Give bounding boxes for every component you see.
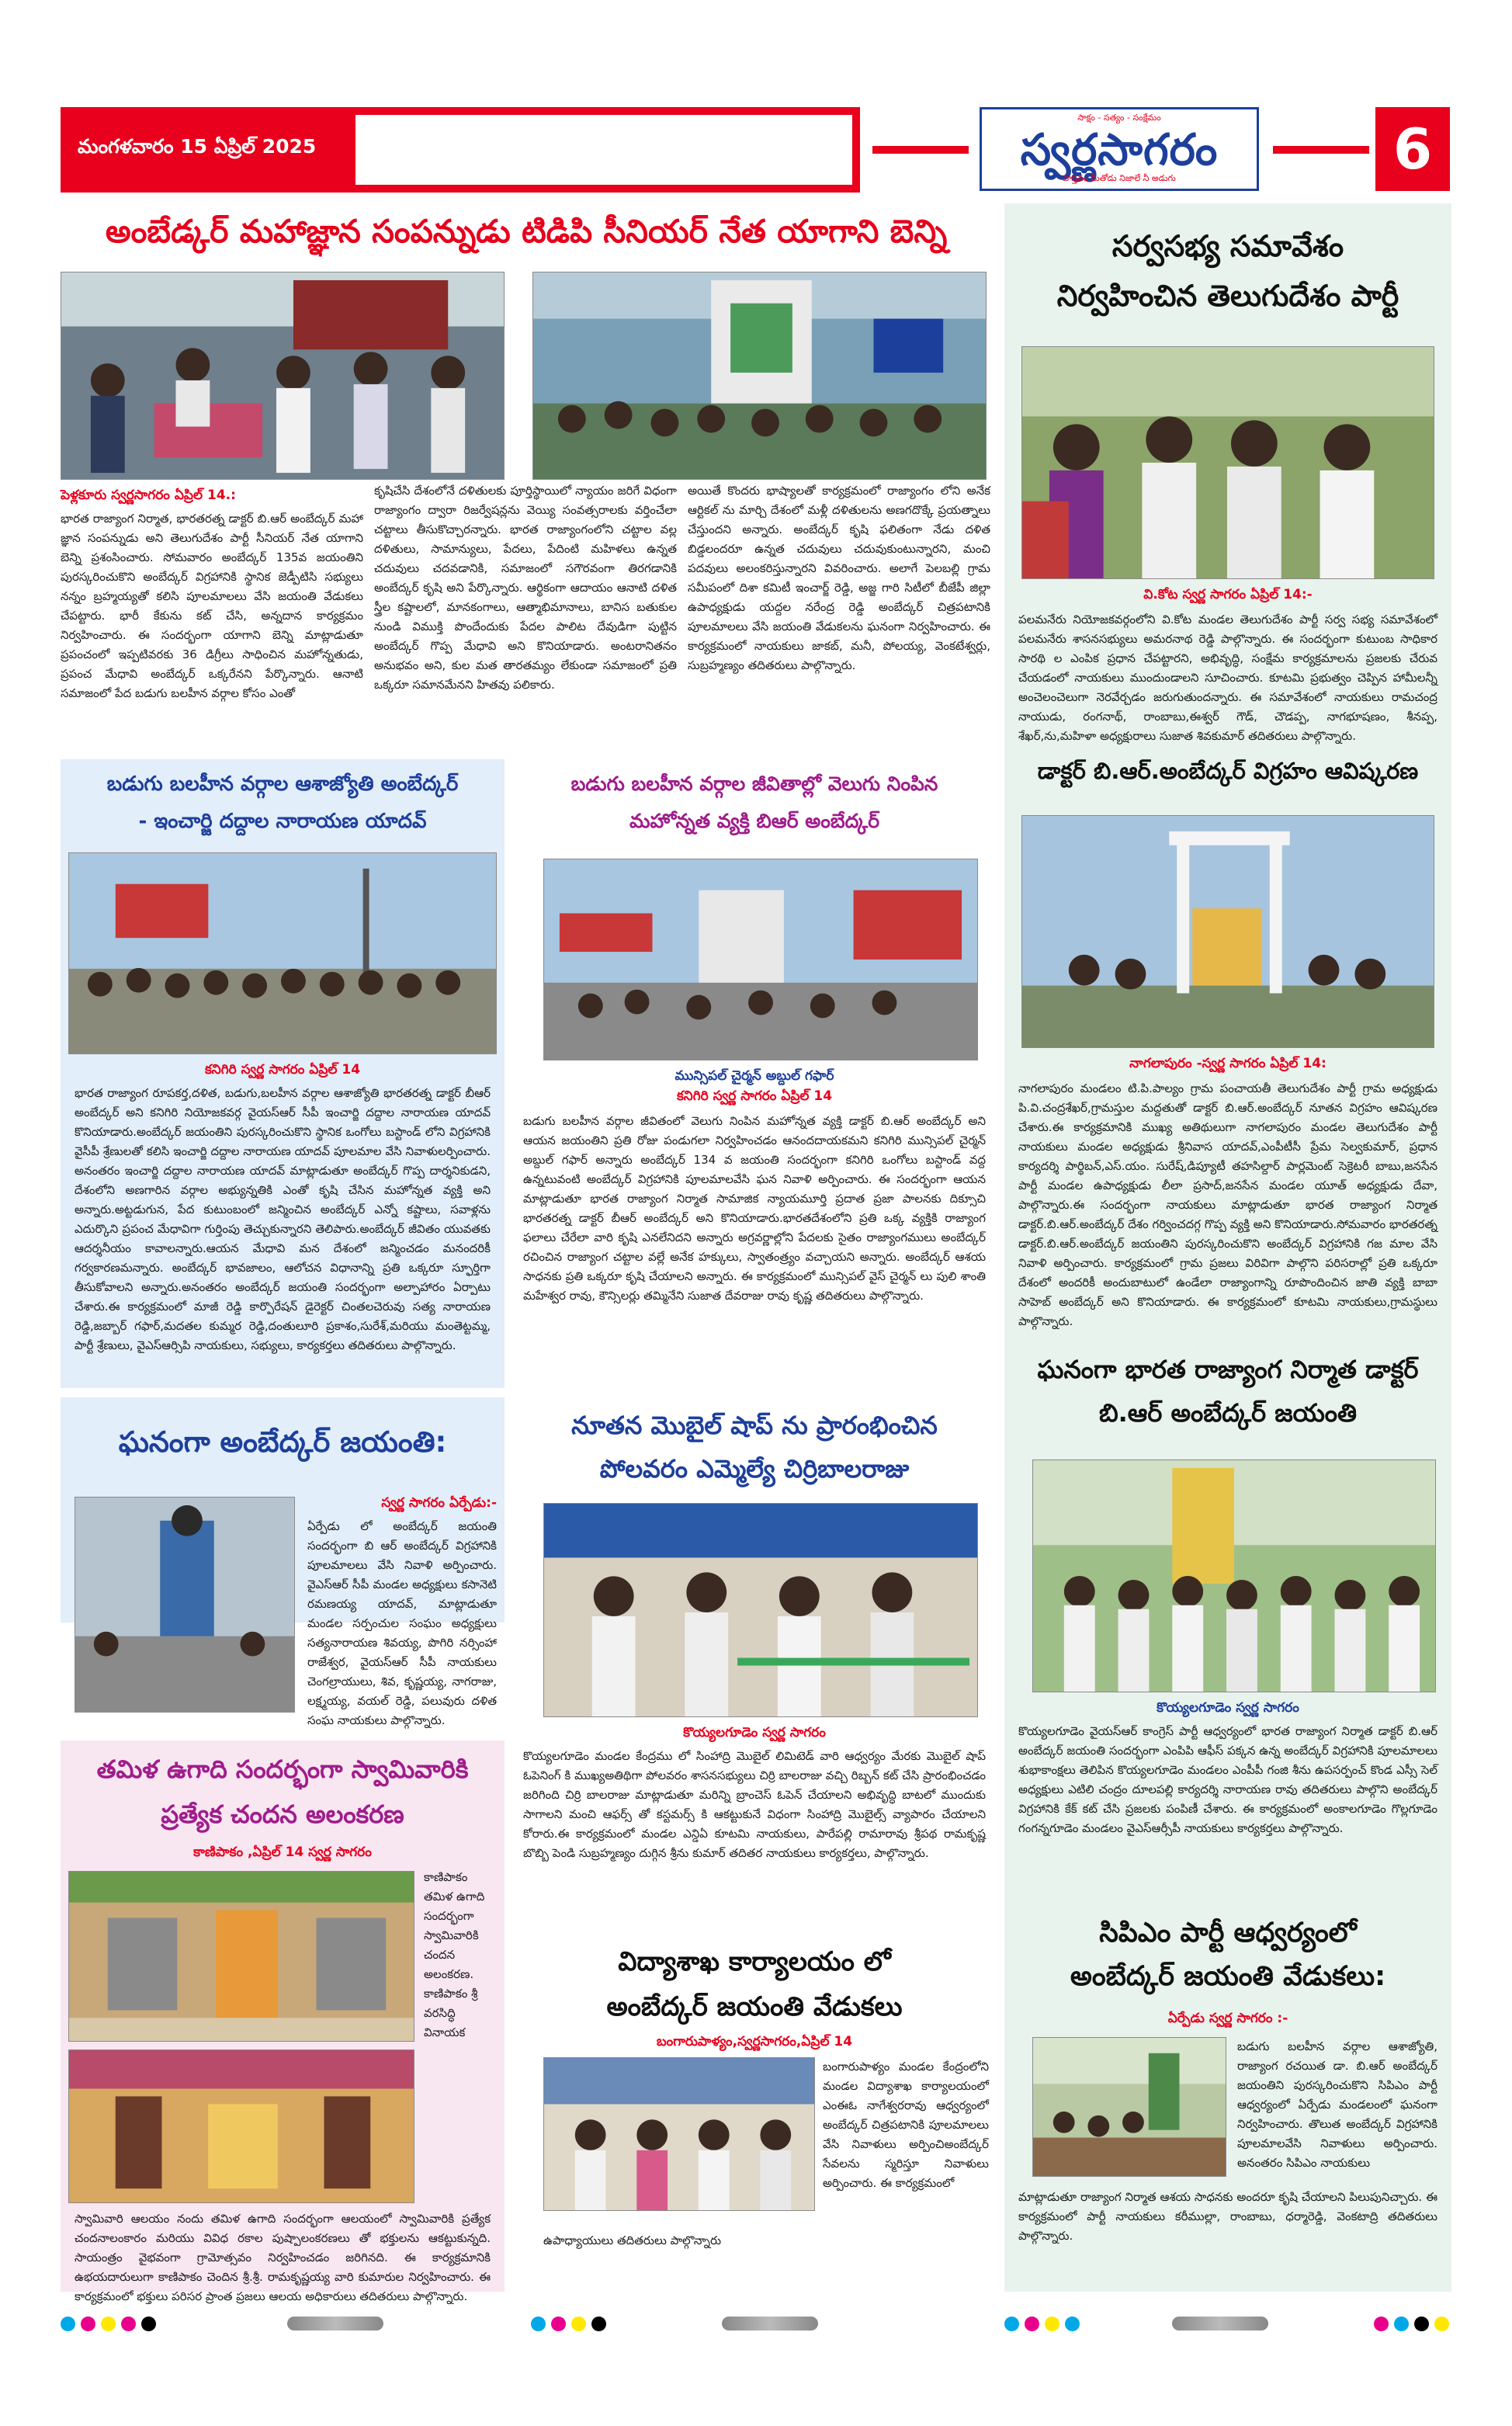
mid-center-headline	[515, 765, 994, 840]
top-story-headline: అంబేడ్కర్ మహాజ్ఞాన సంపన్నుడు టిడిపి సీనియర్ నేత యాగాని బెన్ని	[105, 213, 948, 250]
logo-title: స్వర్ణసాగరం	[1020, 125, 1219, 175]
mid-center-photo	[543, 859, 978, 1060]
page-number: 6	[1375, 107, 1450, 191]
ugadi-photo-2	[68, 2049, 414, 2203]
jayanthi-left-dateline: స్వర్ణ సాగరం ఏర్పేడు:-	[381, 1495, 497, 1511]
mid-center-dateline: కనిగిరి స్వర్ణ సాగరం ఏప్రిల్ 14	[676, 1088, 833, 1104]
reg-dot-cyan-5	[1394, 2317, 1409, 2331]
top-story-dateline: పెళ్లకూరు స్వర్ణసాగరం ఏప్రిల్ 14.:	[61, 488, 236, 503]
right-bottom-headline	[1004, 1911, 1451, 1998]
right-top-headline	[1004, 221, 1451, 321]
date-bar-frame	[355, 107, 860, 193]
reg-dot-black-3	[1414, 2317, 1429, 2331]
mid-left-headline	[61, 765, 505, 840]
ugadi-side-text: కాణిపాకం తమిళ ఉగాది సందర్భంగా స్వామివారికి చందన అలంకరణ. కాణిపాకం శ్రీ వరసిద్ధి వినాయక	[424, 1870, 485, 2039]
ugadi-dateline: కాణిపాకం ,ఏప్రిల్ 14 స్వర్ణ సాగరం	[193, 1845, 372, 1860]
education-side-text: బంగారుపాళ్యం మండల కేంద్రంలోని మండల విద్యాశాఖ కార్యాలయంలో ఎంఈఓ నాగేశ్వరరావు ఆధ్వర్యంలో అంబేద్కర్ చిత్రపటానికి పూలమాలలు వేసి నివాళులు అర్పించిఅంబేద్కర్ సేవలను స్మరిస్తూ నివాళులు అర్పించారు. ఈ కార్యక్రమంలో	[823, 2060, 989, 2190]
education-headline-line-2: అంబేద్కర్ జయంతి వేడుకలు	[606, 1991, 903, 2022]
reg-dot-cyan-2	[531, 2317, 546, 2331]
education-body: ఉపాధ్యాయులు తదితరులు పాల్గొన్నారు	[543, 2233, 722, 2247]
jayanthi-left-headline: ఘనంగా అంబేద్కర్ జయంతి:	[118, 1425, 447, 1459]
mobile-shop-dateline: కొయ్యలగూడెం స్వర్ణ సాగరం	[683, 1725, 826, 1741]
mobile-shop-photo	[543, 1503, 978, 1717]
education-photo	[543, 2057, 815, 2211]
right-low-headline	[1004, 1348, 1451, 1435]
date-bar	[61, 107, 860, 193]
mid-center-headline-line-1: బడుగు బలహీన వర్గాల జీవితాల్లో వెలుగు నింపిన	[570, 772, 938, 795]
newspaper-logo	[980, 107, 1259, 191]
ugadi-headline-line-1: తమిళ ఉగాది సందర్భంగా స్వామివారికి	[96, 1754, 469, 1784]
reg-dot-magenta-4	[1025, 2317, 1039, 2331]
top-story-column-1: భారత రాజ్యాంగ నిర్మాత, భారతరత్న డాక్టర్ బి.ఆర్ అంబేద్కర్ మహా జ్ఞాన సంపన్నుడు అని తెలుగుదేశం పార్టీ సీనియర్ నేత యాగాని బెన్ని ప్రశంసించారు. సోమవారం అంబేద్కర్ 135వ జయంతిని పురస్కరించుకొని అంబేద్కర్ విగ్రహానికి స్థానిక జెడ్పీటిసి సభ్యులు నన్నం బ్రహ్మయ్యతో కలిసి పూలమాలలు వేసి జయంతి వేడుకలు చేపట్టారు. భారీ కేకును కట్ చేసి, అన్నదాన కార్యక్రమం నిర్వహించారు. ఈ సందర్భంగా యాగాని బెన్ని మాట్లాడుతూ ప్రపంచంలో ఇప్పటివరకు 36 డిగ్రీలు సాధించిన మహోన్నతుడు, ప్రపంచ మేధావి అంబేద్కర్ ఒక్కరేనని పేర్కొన్నారు. ఆనాటి సమాజంలో పేద బడుగు బలహీన వర్గాల కోసం ఎంతో	[61, 512, 363, 700]
right-bottom-side-text: బడుగు బలహీన వర్గాల ఆశాజ్యోతి, రాజ్యాంగ రచయిత డా. బి.ఆర్ అంబేద్కర్ జయంతిని పురస్కరించుకొని సిపిఎం పార్టీ ఆధ్వర్యంలో ఏర్పేడు మండలంలో ఘనంగా నిర్వహించారు. తొలుత అంబేద్కర్ విగ్రహానికి పూలమాలవేసి నివాళులు అర్పించారు. అనంతరం సిపిఎం నాయకులు	[1237, 2039, 1437, 2170]
right-bottom-headline-line-2: అంబేద్కర్ జయంతి వేడుకలు:	[1070, 1961, 1386, 1992]
right-low-photo	[1032, 1459, 1436, 1692]
ugadi-headline	[61, 1747, 505, 1837]
mid-left-body: భారత రాజ్యాంగ రూపకర్త,దళిత, బడుగు,బలహీన వర్గాల ఆశాజ్యోతి భారతరత్న డాక్టర్ బీఆర్ అంబేద్కర్ అని కనిగిరి నియోజకవర్గ వైయస్ఆర్ సీపీ ఇంచార్జి దద్దాల నారాయణ యాదవ్ కొనియాడారు.అంబేద్కర్ జయంతిని పురస్కరించుకొని స్థానిక ఒంగోలు బస్టాండ్ లోని విగ్రహానికి వైసీపీ శ్రేణులతో కలిసి ఇంచార్జి దద్దాల నారాయణ యాదవ్ పూలమాల వేసి నివాళులర్పించారు. అనంతరం ఇంచార్జి దద్దాల నారాయణ యాదవ్ మాట్లాడుతూ అంబేద్కర్ గొప్ప దార్శనికుడని, దేశంలోని అణగారిన వర్గాల అభ్యున్నతికి ఎంతో కృషి చేసిన మహోన్నత వ్యక్తి అని అన్నారు.అట్టడుగున, పేద కుటుంబంలో జన్మించిన అంబేద్కర్ ఎన్నో కష్టాలు, సవాళ్లను ఎదుర్కొని ప్రపంచ మేధావిగా గుర్తింపు తెచ్చుకున్నారని తెలిపారు.అంబేద్కర్ జీవితం యువతకు ఆదర్శనీయం కావాలన్నారు.ఆయన మేధావి మన దేశంలో జన్మించడం మనందరికీ గర్వకారణమన్నారు. అంబేద్కర్ భావజాలం, ఆలోచన విధానాన్ని ప్రతి ఒక్కరూ స్ఫూర్తిగా తీసుకోవాలని అన్నారు.అనంతరం అంబేద్కర్ జయంతి సందర్భంగా అల్పాహారం ఏర్పాటు చేశారు.ఈ కార్యక్రమంలో మాజీ రెడ్డి కార్పొరేషన్ డైరెక్టర్ చింతలచెరువు సత్య నారాయణ రెడ్డి,జబ్బార్ గఫార్,మదతల కుమ్మర రెడ్డి,దంతులూరి ప్రకాశం,సురేశ్,మరియు మంతెట్టమ్మ, పార్టీ శ్రేణులు, వైఎస్ఆర్సిపి నాయకులు, సభ్యులు, కార్యకర్తలు తదితరులు పాల్గొన్నారు.	[75, 1086, 491, 1352]
right-mid-headline: డాక్టర్ బి.ఆర్.అంబేద్కర్ విగ్రహం ఆవిష్కరణ	[1037, 758, 1419, 784]
right-top-photo	[1021, 346, 1434, 579]
top-story-column-2: కృషిచేసి దేశంలోనే దళితులకు పూర్తిస్థాయిలో న్యాయం జరిగే విధంగా రాజ్యాంగం ద్వారా రిజర్వేషన్లను వెయ్యి సంవత్సరాలకు వర్తించేలా చట్టాలు తీసుకొచ్చారన్నారు. భారత రాజ్యాంగంలోని చట్టాల వల్ల దళితులు, సామాన్యులు, పేదలు, పేదింటి మహిళలు ఉన్నత చదువులు చదవడానికి, సమాజంలో సగౌరవంగా తిరగడానికి అంబేద్కర్ కృషి అని పేర్కొన్నారు. ఆర్థికంగా ఆదాయం ఆనాటి దళిత స్త్రీల కష్టాలలో, మానకంగాలు, ఆత్మాభిమానాలు, బానిస బతుకుల నుండి విముక్తి పొందేందుకు పేదల పాలిట దేవుడిగా పుట్టిన అంబేద్కర్ గొప్ప మేధావి అని కొనియాడారు. అంటరానితనం అనుభవం అని, కుల మత తారతమ్యం లేకుండా సమాజంలో ప్రతి ఒక్కరూ సమానమేనని హితవు పలికారు.	[374, 484, 677, 692]
mid-left-headline-line-2: - ఇంచార్జి దద్దాల నారాయణ యాదవ్	[138, 810, 427, 833]
right-top-headline-line-1: సర్వసభ్య సమావేశం	[1111, 229, 1344, 263]
right-bottom-body: మాట్లాడుతూ రాజ్యాంగ నిర్మాత ఆశయ సాధనకు అందరూ కృషి చేయాలని పిలుపునిచ్చారు. ఈ కార్యక్రమంలో పార్టీ నాయకులు కరీముల్లా, రాంబాబు, ధర్మారెడ్డి, వెంకటాద్రి తదితరులు పాల్గొన్నారు.	[1018, 2190, 1437, 2243]
reg-bar-1	[287, 2317, 383, 2331]
top-story-photo-1	[61, 272, 505, 480]
mid-left-headline-line-1: బడుగు బలహీన వర్గాల ఆశాజ్యోతి అంబేద్కర్	[106, 772, 459, 796]
jayanthi-left-body: ఏర్పేడు లో అంబేద్కర్ జయంతి సందర్భంగా బి ఆర్ అంబేద్కర్ విగ్రహానికి పూలమాలలు వేసి నివాళి అర్పించారు. వైఎస్ఆర్ సీపీ మండల అధ్యక్షులు కసానెటి రమణయ్య యాదవ్, మాట్లాడుతూ మండల సర్పంచుల సంఘం అధ్యక్షులు సత్యనారాయణ శివయ్య, పొగిరి నర్సింహా రాజేశ్వర, వైయస్ఆర్ సీపీ నాయకులు చెంగల్రాయులు, శివ, కృష్ణయ్య, నాగరాజు, లక్ష్మయ్య, వయల్ రెడ్డి, పలువురు దళిత సంఘ నాయకులు పాల్గొన్నారు.	[307, 1519, 497, 1727]
right-top-dateline: వి.కోట స్వర్ణ సాగరం ఏప్రిల్ 14:-	[1143, 587, 1313, 602]
mobile-shop-headline-line-2: పోలవరం ఎమ్మెల్యే చిర్రిబాలరాజు	[599, 1454, 910, 1484]
mid-left-photo	[68, 852, 497, 1054]
reg-dot-black-2	[591, 2317, 606, 2331]
right-top-body: పలమనేరు నియోజకవర్గంలోని వి.కోట మండల తెలుగుదేశం పార్టీ సర్వ సభ్య సమావేశంలో పలమనేరు శాసనసభ్యులు అమరనాథ రెడ్డి పాల్గొన్నారు. ఈ సందర్భంగా కుటుంబ సాధికార సారథి ల ఎంపిక ప్రధాన చేపట్టారని, అభివృద్ధి, సంక్షేమ కార్యక్రమాలను ప్రజలకు చేరువ చేయడంలో నాయకులు ముందుండాలని సూచించారు. కూటమి ప్రభుత్వం చెప్పిన హామీలన్నీ అంచెలంచెలుగా నెరవేర్చడం జరుగుతుందన్నారు. ఈ సమావేశంలో నాయకులు రామచంద్ర నాయుడు, రంగనాథ్, రాంబాబు,ఈశ్వర్ గౌడ్, చౌడప్ప, నాగభూషణం, శీనప్ప, శేఖర్,ను,మహిళా అధ్యక్షురాలు సుజాత శివకుమార్ తదితరులు పాల్గొన్నారు.	[1018, 613, 1437, 743]
right-mid-photo	[1021, 815, 1434, 1048]
reg-dot-cyan-1	[61, 2317, 75, 2331]
mid-center-headline-line-2: మహోన్నత వ్యక్తి బిఆర్ అంబేద్కర్	[629, 810, 880, 832]
date-box	[61, 107, 355, 193]
reg-dot-black-1	[141, 2317, 156, 2331]
right-low-headline-line-2: బి.ఆర్ అంబేద్కర్ జయంతి	[1098, 1398, 1358, 1428]
right-low-headline-line-1: ఘనంగా భారత రాజ్యాంగ నిర్మాత డాక్టర్	[1037, 1355, 1419, 1384]
right-bottom-photo	[1032, 2037, 1226, 2177]
top-story-photo-2	[532, 272, 987, 480]
ugadi-body: స్వామివారి ఆలయం నందు తమిళ ఉగాది సందర్భంగా ఆలయంలో స్వామివారికి ప్రత్యేక చందనాలంకారం మరియు వివిధ రకాల పుష్పాలంకరణలు తో భక్తులను ఆకట్టుకున్నది. సాయంత్రం వైభవంగా గ్రామోత్సవం నిర్వహించడం జరిగినది. ఈ కార్యక్రమానికి ఉభయదారులుగా కాణిపాకం చెందిన శ్రీ.శ్రీ. రామకృష్ణయ్య వారి కుమారుల నిర్వహించారు. ఈ కార్యక్రమంలో భక్తులు పరిసర ప్రాంత ప్రజలు ఆలయ అధికారులు తదితరులు పాల్గొన్నారు.	[75, 2212, 491, 2303]
jayanthi-left-photo	[75, 1497, 295, 1713]
reg-dot-magenta-5	[1374, 2317, 1389, 2331]
right-bottom-dateline: ఏర్పేడు స్వర్ణ సాగరం :-	[1167, 2011, 1288, 2026]
masthead-rule-left	[872, 146, 969, 154]
reg-dot-cyan-4	[1065, 2317, 1080, 2331]
mobile-shop-body: కొయ్యలగూడెం మండల కేంద్రము లో సింహాద్రి మొబైల్ లిమిటెడ్ వారి ఆధ్వర్యం మేరకు మొబైల్ షాప్ ఓపెనింగ్ కి ముఖ్యఅతిథిగా పోలవరం శాసనసభ్యులు చిర్రి బాలరాజు వచ్చి రిబ్బన్ కట్ చేసి ప్రారంభించడం జరిగింది చిర్రి బాలరాజు మాట్లాడుతూ మరిన్ని బ్రాంచెస్ ఓపెన్ చేయాలని అభివృద్ధి బాటలో ముందుకు సాగాలని మంచి ఆఫర్స్ తో కస్టమర్స్ కి ఆకట్టుకునే విధంగా సింహాద్రి మొబైల్స్ వ్యాపారం చేయాలని కోరారు.ఈ కార్యక్రమంలో మండల ఎన్డిఏ కూటమి నాయకులు, పారేపల్లి రామారావు శ్రీపథ రామకృష్ణ బొబ్బి పెండి సుబ్రహ్మణ్యం దుగ్గిన శ్రీను కుమార్ తదితర నాయకులు కార్యకర్తలు, పాల్గొన్నారు.	[523, 1749, 986, 1860]
issue-date: మంగళవారం 15 ఏప్రిల్ 2025	[78, 135, 317, 158]
mid-left-dateline: కనిగిరి స్వర్ణ సాగరం ఏప్రిల్ 14	[204, 1062, 361, 1078]
right-low-body: కొయ్యలగూడెం వైయస్ఆర్ కాంగ్రెస్ పార్టీ ఆధ్వర్యంలో భారత రాజ్యాంగ నిర్మాత డాక్టర్ బి.ఆర్ అంబేద్కర్ జయంతి సందర్భంగా ఎంపిపి ఆఫీస్ పక్కన ఉన్న అంబేద్కర్ విగ్రహానికి పూలమాలలు శుభాకాంక్షలు తెలిపిన కొయ్యలగూడెం మండలం ఎంపీపీ గంజి శీను ఉపసర్పంచ్ కొండ ఎస్సీ సెల్ అధ్యక్షులు ఎటిలి చంద్రం దూలపల్లి కార్యదర్శి నారాయణ రావు తదితరులు పాల్గొని అంబేద్కర్ విగ్రహానికి కేక్ కట్ చేసి ప్రజలకు పంపిణీ చేశారు. ఈ కార్యక్రమంలో అంకాలగూడెం గొల్లగూడెం గంగన్నగూడెం మండలం వైఎస్ఆర్సీపీ నాయకులు కార్యకర్తలు పాల్గొన్నారు.	[1018, 1724, 1437, 1835]
mobile-shop-headline	[515, 1404, 994, 1491]
reg-bar-2	[722, 2317, 818, 2331]
education-dateline: బంగారుపాళ్యం,స్వర్ణసాగరం,ఏప్రిల్ 14	[656, 2034, 853, 2049]
reg-dot-yellow-3	[1045, 2317, 1059, 2331]
right-bottom-headline-line-1: సిపిఎం పార్టీ ఆధ్వర్యంలో	[1099, 1918, 1357, 1949]
reg-dot-yellow-2	[571, 2317, 586, 2331]
right-mid-body: నాగలాపురం మండలం టి.పి.పాల్యం గ్రామ పంచాయతీ తెలుగుదేశం పార్టీ గ్రామ అధ్యక్షుడు పి.వి.చంద్రశేఖర్,గ్రామస్తుల మద్దతుతో డాక్టర్ బి.ఆర్.అంబేద్కర్ నూతన విగ్రహం ఆవిష్కరణ చేశారు.ఈ కార్యక్రమానికి ముఖ్య అతిథులుగా నాగలాపురం మండల తెలుగుదేశం పార్టీ నాయకులు మండల అధ్యక్షుడు శ్రీనివాస యాదవ్,ఎంపీటీసీ ప్రేమ సెల్వకుమార్, ప్రధాన కార్యదర్శి పార్థిబన్,ఎస్.యం. సురేష్,డిప్యూటీ తహసిల్దార్ పార్లమెంట్ సెక్రెటరీ బాబు,జనసేన పార్టీ మండల ఉపాధ్యక్షుడు లీలా ప్రసాద్,జనసేన మండల యూత్ అధ్యక్షుడు దేవా, పాల్గొన్నారు.ఈ సందర్భంగా నాయకులు మాట్లాడుతూ భారత రాజ్యాంగ నిర్మాత డాక్టర్.బి.ఆర్.అంబేద్కర్ దేశం గర్వించదగ్గ గొప్ప వ్యక్తి అని కొనియాడారు.సోమవారం భారతరత్న డాక్టర్.బి.ఆర్.అంబేద్కర్ జయంతిని పురస్కరించుకొని అంబేద్కర్ విగ్రహానికి గజ మాల వేసి నివాళి అర్పించారు. కార్యక్రమంలో గ్రామ ప్రజలు విరివిగా పాల్గొని పరిసరాల్లో ప్రతి ఒక్కరూ దేశంలో అందరికీ అందుబాటులో ఉండేలా రాజ్యాంగాన్ని రూపొందించిన జాతి వ్యక్తి బాబా సాహెబ్ అంబేద్కర్ అని కొనియాడారు. ఈ కార్యక్రమంలో కూటమి నాయకులు,గ్రామస్థులు పాల్గొన్నారు.	[1018, 1081, 1437, 1328]
masthead-rule-right	[1273, 146, 1369, 154]
ugadi-body-side	[424, 2057, 498, 2205]
mobile-shop-headline-line-1: నూతన మొబైల్ షాప్ ను ప్రారంభించిన	[571, 1411, 938, 1440]
mid-center-body: బడుగు బలహీన వర్గాల జీవితంలో వెలుగు నింపిన మహోన్నత వ్యక్తి డాక్టర్ బి.ఆర్ అంబేద్కర్ అని ఆయన జయంతిని ప్రతి రోజు పండుగలా నిర్వహించడం ఆనందదాయకమని కనిగిరి మున్సిపల్ చైర్మన్ అబ్దుల్ గఫార్ అన్నారు అంబేద్కర్ 134 వ జయంతి సందర్భంగా కనిగిరి ఒంగోలు బస్టాండ్ వద్ద ఉన్నటువంటి అంబేద్కర్ విగ్రహానికి పూలమాలవేసి ఘన నివాళి అర్పించారు. ఈ సందర్భంగా ఆయన మాట్లాడుతూ భారత రాజ్యాంగ నిర్మాత సామాజిక న్యాయమూర్తి ప్రదాత ప్రజా పాలనకు దిక్సూచి భారతరత్న డాక్టర్ బీఆర్ అంబేద్కర్ అని కొనియాడారు.భారతదేశంలోని ప్రతి ఒక్క వ్యక్తికి రాజ్యాంగ ఫలాలు చేరేలా వారి కృషి ఎనలేనిదని అన్నారు అగ్రవర్ణాల్లోని పేదలకు సైతం రాజ్యాంగములు అంబేద్కర్ రచించిన రాజ్యాంగ చట్టాల వల్లే అనేక హక్కులు, స్వాతంత్ర్యం వచ్చాయని అన్నారు. అంబేద్కర్ ఆశయ సాధనకు ప్రతి ఒక్కరూ కృషి చేయాలని అన్నారు. ఈ కార్యక్రమంలో మున్సిపల్ వైస్ చైర్మన్ లు పులి శాంతి మహేశ్వర రావు, కౌన్సిలర్లు తమ్మినేని సుజాత దేవరాజు రావు కృష్ణ తదితరులు పాల్గొన్నారు.	[523, 1114, 986, 1303]
mid-center-caption: మున్సిపల్ చైర్మన్ అబ్దుల్ గఫార్	[675, 1068, 834, 1084]
right-top-headline-line-2: నిర్వహించిన తెలుగుదేశం పార్టీ	[1056, 279, 1399, 313]
reg-dot-cyan-3	[1004, 2317, 1019, 2331]
reg-dot-magenta-1	[81, 2317, 95, 2331]
education-headline-line-1: విద్యాశాఖ కార్యాలయం లో	[618, 1946, 891, 1977]
logo-tagline-bottom: వాస్తవం మీతోడు నిజాలే నీ అడుగు	[1063, 173, 1176, 183]
right-low-dateline: కొయ్యలగూడెం స్వర్ణ సాగరం	[1157, 1700, 1299, 1716]
reg-dot-yellow-4	[1434, 2317, 1449, 2331]
top-story-column-3: అయితే కొందరు భాష్యాలతో కార్యక్రమంలో రాజ్యాంగం లోని అనేక ఆర్టికల్ ను మార్చి దేశంలో మళ్లీ దళితులను అణగదొక్కే ప్రయత్నాలు చేస్తుందని అన్నారు. అంబేద్కర్ కృషి ఫలితంగా నేడు దళిత బిడ్డలందరూ ఉన్నత చదువులు చదువుకుంటున్నారని, మంచి పదవులు అలంకరిస్తున్నారని వివరించారు. అలాగే పెలబల్లి గ్రామ సమీపంలో దిశా కమిటీ ఇంచార్జ్ రెడ్డి, అజ్జ గారి సిటీలో బీజేపీ జిల్లా ఉపాధ్యక్షుడు యద్దల నరేంద్ర రెడ్డి అంబేద్కర్ చిత్రపటానికి పూలమాలలు వేసి జయంతి వేడుకలను ఘనంగా నిర్వహించారు. ఈ కార్యక్రమంలో నాయకులు జాకబ్, మనీ, పోలయ్య, వెంకటేశ్వర్లు, సుబ్రహ్మణ్యం తదితరులు పాల్గొన్నారు.	[688, 484, 990, 672]
logo-tagline-top: సాక్షం - సత్యం - సంక్షేమం	[1077, 113, 1161, 123]
reg-dot-magenta-2	[121, 2317, 136, 2331]
ugadi-headline-line-2: ప్రత్యేక చందన అలంకరణ	[161, 1800, 404, 1829]
education-headline	[515, 1939, 994, 2029]
reg-bar-3	[1172, 2317, 1268, 2331]
reg-dot-magenta-3	[551, 2317, 566, 2331]
reg-dot-yellow-1	[101, 2317, 116, 2331]
right-mid-dateline: నాగలాపురం -స్వర్ణ సాగరం ఏప్రిల్ 14:	[1129, 1056, 1326, 1071]
ugadi-photo-1	[68, 1871, 414, 2042]
